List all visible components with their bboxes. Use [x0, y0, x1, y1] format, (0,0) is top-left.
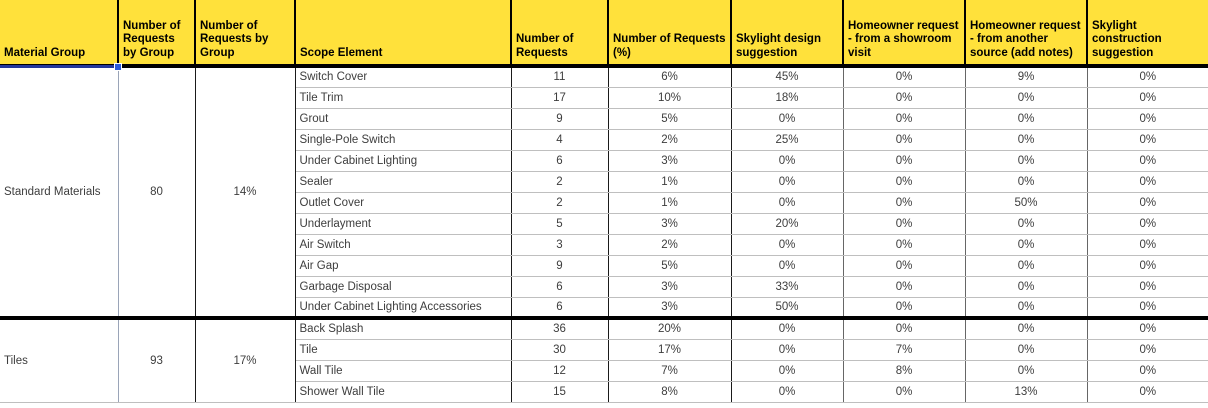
value-cell[interactable]: 1%: [608, 192, 731, 213]
value-cell[interactable]: 2%: [608, 234, 731, 255]
value-cell[interactable]: 0%: [731, 171, 843, 192]
value-cell[interactable]: 0%: [1087, 255, 1208, 276]
value-cell[interactable]: 36: [511, 318, 608, 339]
value-cell[interactable]: 18%: [731, 87, 843, 108]
value-cell[interactable]: 0%: [843, 129, 965, 150]
group-request-count-cell[interactable]: 80: [118, 66, 195, 318]
value-cell[interactable]: 45%: [731, 66, 843, 87]
value-cell[interactable]: 1%: [608, 171, 731, 192]
header-row: [0, 0, 1208, 66]
value-cell[interactable]: 0%: [1087, 339, 1208, 360]
scope-element-cell[interactable]: Switch Cover: [295, 66, 511, 87]
value-cell[interactable]: 30: [511, 339, 608, 360]
value-cell[interactable]: 0%: [965, 108, 1087, 129]
group-name-cell[interactable]: Tiles: [0, 318, 118, 402]
value-cell[interactable]: 0%: [965, 360, 1087, 381]
group-name-cell[interactable]: Standard Materials: [0, 66, 118, 318]
value-cell[interactable]: 0%: [1087, 108, 1208, 129]
value-cell[interactable]: 3%: [608, 150, 731, 171]
value-cell[interactable]: 50%: [731, 297, 843, 318]
table-body: [0, 66, 1208, 402]
value-cell[interactable]: 0%: [843, 234, 965, 255]
value-cell[interactable]: 0%: [731, 255, 843, 276]
value-cell[interactable]: 0%: [965, 171, 1087, 192]
value-cell[interactable]: 0%: [965, 318, 1087, 339]
value-cell[interactable]: 0%: [843, 66, 965, 87]
value-cell[interactable]: 0%: [1087, 297, 1208, 318]
value-cell[interactable]: 9%: [965, 66, 1087, 87]
column-header-material-group[interactable]: [0, 0, 118, 66]
value-cell[interactable]: 0%: [843, 213, 965, 234]
value-cell[interactable]: 3%: [608, 276, 731, 297]
group-request-pct-cell[interactable]: 14%: [195, 66, 295, 318]
value-cell[interactable]: 7%: [608, 360, 731, 381]
value-cell[interactable]: 6: [511, 150, 608, 171]
column-header-label: Material Group: [4, 47, 86, 60]
selection-fill-handle[interactable]: [114, 63, 122, 71]
value-cell[interactable]: 0%: [1087, 213, 1208, 234]
value-cell[interactable]: 0%: [731, 360, 843, 381]
value-cell[interactable]: 0%: [1087, 192, 1208, 213]
table-row: [0, 318, 1208, 339]
value-cell[interactable]: 0%: [965, 339, 1087, 360]
value-cell[interactable]: 6: [511, 276, 608, 297]
value-cell[interactable]: 17: [511, 87, 608, 108]
value-cell[interactable]: 0%: [1087, 360, 1208, 381]
value-cell[interactable]: 0%: [1087, 66, 1208, 87]
value-cell[interactable]: 5%: [608, 108, 731, 129]
value-cell[interactable]: 0%: [1087, 276, 1208, 297]
scope-element-cell[interactable]: Wall Tile: [295, 360, 511, 381]
value-cell[interactable]: 0%: [731, 234, 843, 255]
value-cell[interactable]: 50%: [965, 192, 1087, 213]
value-cell[interactable]: 0%: [965, 150, 1087, 171]
value-cell[interactable]: 0%: [1087, 87, 1208, 108]
value-cell[interactable]: 0%: [1087, 234, 1208, 255]
value-cell[interactable]: 3%: [608, 213, 731, 234]
group-request-count-cell[interactable]: 93: [118, 318, 195, 402]
value-cell[interactable]: 8%: [608, 381, 731, 402]
value-cell[interactable]: 13%: [965, 381, 1087, 402]
value-cell[interactable]: 0%: [843, 381, 965, 402]
scope-element-cell[interactable]: Garbage Disposal: [295, 276, 511, 297]
column-header-skylight-construction[interactable]: Skylight construction suggestion: [1087, 0, 1208, 66]
value-cell[interactable]: 2: [511, 171, 608, 192]
value-cell[interactable]: 0%: [731, 108, 843, 129]
column-header-skylight-design[interactable]: Skylight design suggestion: [731, 0, 843, 66]
value-cell[interactable]: 0%: [965, 276, 1087, 297]
value-cell[interactable]: 0%: [1087, 318, 1208, 339]
value-cell[interactable]: 25%: [731, 129, 843, 150]
value-cell[interactable]: 3%: [608, 297, 731, 318]
column-header-homeowner-showroom[interactable]: Homeowner request - from a showroom visit: [843, 0, 965, 66]
value-cell[interactable]: 0%: [965, 213, 1087, 234]
scope-element-cell[interactable]: Shower Wall Tile: [295, 381, 511, 402]
value-cell[interactable]: 0%: [843, 108, 965, 129]
value-cell[interactable]: 0%: [843, 150, 965, 171]
value-cell[interactable]: 0%: [843, 318, 965, 339]
value-cell[interactable]: 0%: [1087, 381, 1208, 402]
value-cell[interactable]: 0%: [1087, 129, 1208, 150]
value-cell[interactable]: 0%: [965, 255, 1087, 276]
value-cell[interactable]: 0%: [731, 381, 843, 402]
value-cell[interactable]: 4: [511, 129, 608, 150]
selected-cell-border: [0, 65, 118, 68]
value-cell[interactable]: 5: [511, 213, 608, 234]
scope-element-cell[interactable]: Tile Trim: [295, 87, 511, 108]
value-cell[interactable]: 0%: [843, 87, 965, 108]
scope-element-cell[interactable]: Under Cabinet Lighting Accessories: [295, 297, 511, 318]
value-cell[interactable]: 6: [511, 297, 608, 318]
value-cell[interactable]: 0%: [731, 150, 843, 171]
value-cell[interactable]: 0%: [843, 255, 965, 276]
column-header-scope-element[interactable]: Scope Element: [295, 0, 511, 66]
scope-element-cell[interactable]: Single-Pole Switch: [295, 129, 511, 150]
value-cell[interactable]: 0%: [731, 339, 843, 360]
value-cell[interactable]: 20%: [608, 318, 731, 339]
scope-element-cell[interactable]: Sealer: [295, 171, 511, 192]
scope-element-cell[interactable]: Air Switch: [295, 234, 511, 255]
column-header-requests-by-group-pct[interactable]: Number of Requests by Group: [195, 0, 295, 66]
value-cell[interactable]: 8%: [843, 360, 965, 381]
value-cell[interactable]: 6%: [608, 66, 731, 87]
value-cell[interactable]: 7%: [843, 339, 965, 360]
group-request-pct-cell[interactable]: 17%: [195, 318, 295, 402]
scope-element-cell[interactable]: Back Splash: [295, 318, 511, 339]
column-header-requests-by-group[interactable]: Number of Requests by Group: [118, 0, 195, 66]
value-cell[interactable]: 17%: [608, 339, 731, 360]
value-cell[interactable]: 15: [511, 381, 608, 402]
value-cell[interactable]: 33%: [731, 276, 843, 297]
scope-element-cell[interactable]: Under Cabinet Lighting: [295, 150, 511, 171]
scope-element-cell[interactable]: Air Gap: [295, 255, 511, 276]
table-row: [0, 66, 1208, 87]
value-cell[interactable]: 12: [511, 360, 608, 381]
column-header-num-requests-pct[interactable]: Number of Requests (%): [608, 0, 731, 66]
value-cell[interactable]: 9: [511, 255, 608, 276]
scope-element-cell[interactable]: Grout: [295, 108, 511, 129]
value-cell[interactable]: 0%: [843, 192, 965, 213]
value-cell[interactable]: 5%: [608, 255, 731, 276]
value-cell[interactable]: 0%: [843, 297, 965, 318]
scope-element-cell[interactable]: Outlet Cover: [295, 192, 511, 213]
value-cell[interactable]: 0%: [843, 276, 965, 297]
value-cell[interactable]: 0%: [731, 318, 843, 339]
value-cell[interactable]: 3: [511, 234, 608, 255]
value-cell[interactable]: 0%: [965, 129, 1087, 150]
column-header-homeowner-other[interactable]: Homeowner request - from another source (add notes): [965, 0, 1087, 66]
value-cell[interactable]: 0%: [965, 297, 1087, 318]
table-header: [0, 0, 1208, 66]
scope-element-cell[interactable]: Underlayment: [295, 213, 511, 234]
column-header-num-requests[interactable]: Number of Requests: [511, 0, 608, 66]
value-cell[interactable]: 2%: [608, 129, 731, 150]
value-cell[interactable]: 0%: [843, 171, 965, 192]
value-cell[interactable]: 0%: [965, 234, 1087, 255]
value-cell[interactable]: 0%: [965, 87, 1087, 108]
scope-element-cell[interactable]: Tile: [295, 339, 511, 360]
value-cell[interactable]: 0%: [1087, 150, 1208, 171]
value-cell[interactable]: 0%: [1087, 171, 1208, 192]
value-cell[interactable]: 2: [511, 192, 608, 213]
value-cell[interactable]: 20%: [731, 213, 843, 234]
value-cell[interactable]: 10%: [608, 87, 731, 108]
value-cell[interactable]: 0%: [731, 192, 843, 213]
value-cell[interactable]: 9: [511, 108, 608, 129]
value-cell[interactable]: 11: [511, 66, 608, 87]
